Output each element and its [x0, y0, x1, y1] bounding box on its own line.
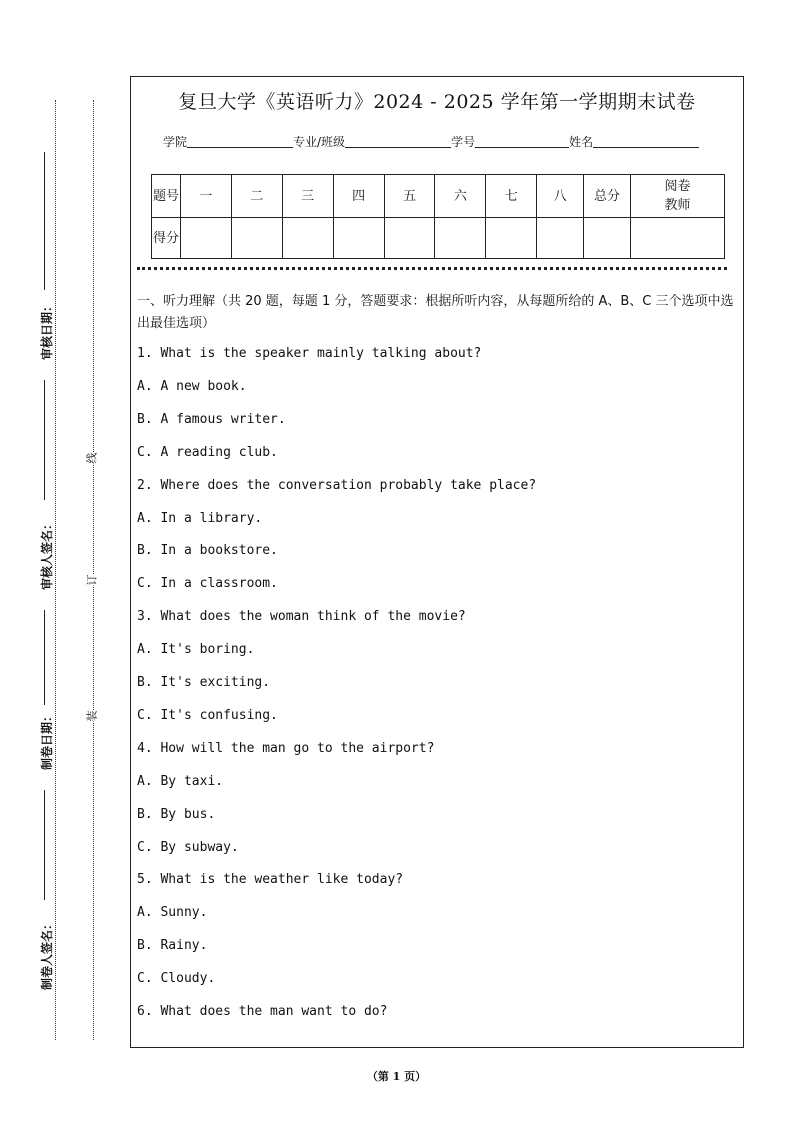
college-field[interactable] [187, 133, 293, 148]
question-5: 5. What is the weather like today? [137, 872, 404, 888]
name-label: 姓名 [569, 135, 594, 149]
question-3-option-b[interactable]: B. It's exciting. [137, 675, 271, 690]
exam-title: 复旦大学《英语听力》2024 - 2025 学年第一学期期末试卷 [178, 91, 696, 113]
question-3-option-c[interactable]: C. It's confusing. [137, 707, 278, 723]
student-info-row [163, 133, 699, 150]
score-cell-8[interactable] [537, 218, 584, 259]
binding-line-inner [93, 100, 94, 1040]
question-1-option-b[interactable]: B. A famous writer. [137, 411, 286, 427]
question-3: 3. What does the woman think of the movie? [137, 609, 466, 625]
col-5: 五 [384, 175, 435, 218]
question-2-option-c[interactable]: C. In a classroom. [137, 576, 278, 592]
col-1: 一 [180, 175, 231, 218]
college-label: 学院 [163, 135, 188, 149]
reviewer-signature-blank [44, 380, 45, 500]
student-id-label: 学号 [451, 135, 476, 149]
row-header-question-number: 题号 [152, 175, 181, 218]
page-number: （第 1 页） [366, 1070, 427, 1083]
reviewer-signature-label: 审核人签名： [40, 517, 54, 590]
review-date-blank [44, 152, 45, 290]
score-cell-3[interactable] [282, 218, 333, 259]
maker-signature-label: 制卷人签名： [40, 917, 54, 990]
question-4: 4. How will the man go to the airport? [137, 740, 435, 756]
bind-char-bind: 装 [85, 710, 99, 722]
section-instruction: 一、听力理解（共 20 题，每题 1 分，答题要求：根据所听内容，从每题所给的 A、B、C 三个选项中选出最佳选项） [137, 294, 734, 331]
make-date-blank [44, 610, 45, 705]
question-5-option-a[interactable]: A. Sunny. [137, 905, 208, 921]
col-8: 八 [537, 175, 584, 218]
question-6: 6. What does the man want to do? [137, 1004, 388, 1019]
question-4-option-a[interactable]: A. By taxi. [137, 773, 224, 789]
question-2-option-b[interactable]: B. In a bookstore. [137, 543, 278, 559]
exam-frame [130, 76, 744, 1048]
question-5-option-b[interactable]: B. Rainy. [137, 938, 208, 954]
question-5-option-c[interactable]: C. Cloudy. [137, 971, 216, 987]
col-total: 总分 [584, 175, 631, 218]
dotted-separator [137, 267, 727, 270]
col-7: 七 [486, 175, 537, 218]
student-id-field[interactable] [475, 133, 569, 148]
review-date-label: 审核日期： [40, 299, 54, 360]
question-4-option-b[interactable]: B. By bus. [137, 806, 216, 822]
maker-signature-blank [44, 790, 45, 900]
col-4: 四 [333, 175, 384, 218]
question-3-option-a[interactable]: A. It's boring. [137, 642, 255, 658]
question-1-option-a[interactable]: A. A new book. [137, 378, 247, 394]
score-cell-2[interactable] [231, 218, 282, 259]
score-cell-5[interactable] [384, 218, 435, 259]
col-3: 三 [282, 175, 333, 218]
col-6: 六 [435, 175, 486, 218]
score-cell-6[interactable] [435, 218, 486, 259]
major-class-label: 专业/班级 [293, 135, 346, 149]
score-cell-total[interactable] [584, 218, 631, 259]
score-cell-grader[interactable] [631, 218, 725, 259]
question-1: 1. What is the speaker mainly talking about? [137, 346, 482, 361]
question-4-option-c[interactable]: C. By subway. [137, 839, 239, 855]
major-class-field[interactable] [345, 133, 451, 148]
row-header-score: 得分 [152, 218, 181, 259]
col-2: 二 [231, 175, 282, 218]
bind-char-staple: 订 [85, 574, 99, 586]
name-field[interactable] [593, 133, 699, 148]
question-2: 2. Where does the conversation probably take place? [137, 477, 537, 493]
question-2-option-a[interactable]: A. In a library. [137, 510, 263, 526]
binding-line-outer [55, 100, 56, 1040]
score-cell-4[interactable] [333, 218, 384, 259]
col-grader: 阅卷教师 [631, 175, 725, 218]
question-1-option-c[interactable]: C. A reading club. [137, 444, 278, 460]
score-cell-1[interactable] [180, 218, 231, 259]
make-date-label: 制卷日期： [40, 709, 54, 770]
score-table [151, 174, 725, 259]
bind-char-line: 线 [85, 452, 99, 464]
score-cell-7[interactable] [486, 218, 537, 259]
